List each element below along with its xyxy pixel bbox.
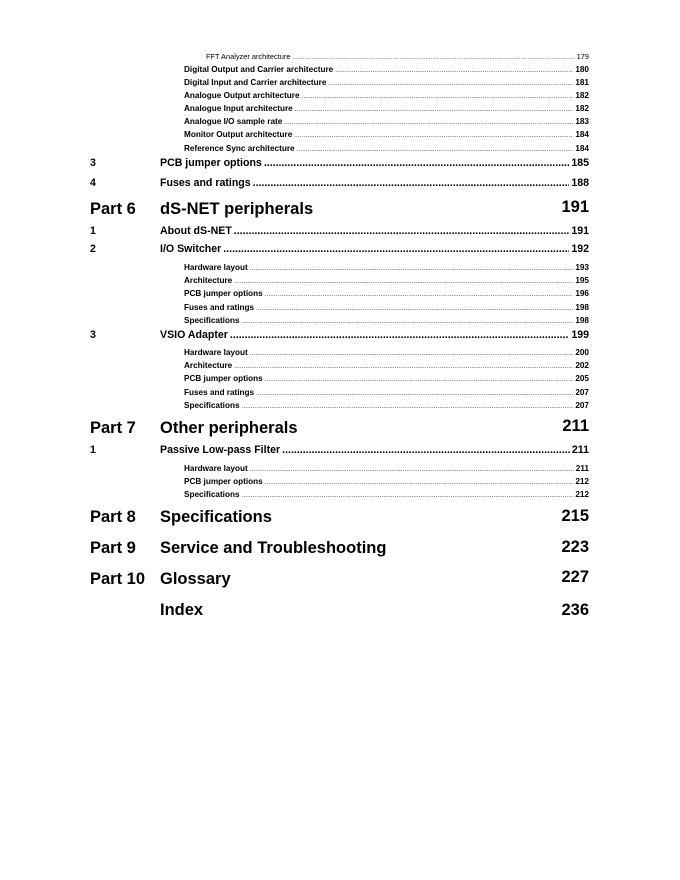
toc-entry[interactable]: Hardware layout ..... 211: [184, 464, 589, 473]
chapter-number: 1: [90, 225, 96, 237]
toc-entry[interactable]: Hardware layout ..... 193: [184, 263, 589, 272]
toc-entry[interactable]: Fuses and ratings ..... 207: [184, 388, 589, 397]
part-page: 211: [562, 417, 589, 435]
part-title[interactable]: Glossary: [160, 570, 231, 588]
toc-entry[interactable]: PCB jumper options ..... 205: [184, 374, 589, 383]
toc-entry[interactable]: Monitor Output architecture ..... 184: [184, 130, 589, 139]
toc-entry[interactable]: I/O Switcher ..... 192: [160, 243, 589, 255]
toc-entry[interactable]: PCB jumper options ..... 185: [160, 157, 589, 169]
toc-entry[interactable]: Digital Input and Carrier architecture ..... 181: [184, 78, 589, 87]
chapter-number: 3: [90, 157, 96, 169]
part-page: 223: [561, 538, 589, 556]
toc-entry[interactable]: Digital Output and Carrier architecture ..... 180: [184, 65, 589, 74]
part-label: Part 10: [90, 570, 146, 588]
part-title[interactable]: Service and Troubleshooting: [160, 539, 387, 557]
part-title[interactable]: dS-NET peripherals: [160, 200, 314, 218]
part-page: 227: [561, 568, 589, 586]
chapter-number: 4: [90, 177, 96, 189]
part-label: Part 9: [90, 539, 136, 557]
toc-entry[interactable]: PCB jumper options ..... 196: [184, 289, 589, 298]
toc-entry[interactable]: About dS-NET ..... 191: [160, 225, 589, 237]
part-label: Part 8: [90, 508, 136, 526]
toc-entry[interactable]: Fuses and ratings ..... 198: [184, 303, 589, 312]
toc-entry[interactable]: Analogue I/O sample rate ..... 183: [184, 117, 589, 126]
chapter-number: 1: [90, 444, 96, 456]
toc-entry[interactable]: VSIO Adapter ..... 199: [160, 329, 589, 341]
toc-entry[interactable]: Architecture ..... 202: [184, 361, 589, 370]
toc-entry[interactable]: Passive Low-pass Filter ..... 211: [160, 444, 589, 456]
toc-entry[interactable]: Reference Sync architecture ..... 184: [184, 144, 589, 153]
toc-entry[interactable]: Specifications ..... 198: [184, 316, 589, 325]
part-title[interactable]: Specifications: [160, 508, 272, 526]
toc-entry[interactable]: Analogue Output architecture ..... 182: [184, 91, 589, 100]
part-title[interactable]: Other peripherals: [160, 419, 298, 437]
toc-entry[interactable]: PCB jumper options ..... 212: [184, 477, 589, 486]
part-label: Part 6: [90, 200, 136, 218]
part-page: 215: [561, 507, 589, 525]
toc-entry[interactable]: Specifications ..... 207: [184, 401, 589, 410]
part-page: 191: [561, 198, 589, 216]
index-page: 236: [561, 601, 589, 619]
chapter-number: 2: [90, 243, 96, 255]
toc-entry[interactable]: Architecture ..... 195: [184, 276, 589, 285]
chapter-number: 3: [90, 329, 96, 341]
toc-entry[interactable]: FFT Analyzer architecture ..... 179: [206, 52, 589, 61]
index-title[interactable]: Index: [160, 601, 204, 619]
toc-entry[interactable]: Specifications ..... 212: [184, 490, 589, 499]
toc-entry[interactable]: Fuses and ratings ..... 188: [160, 177, 589, 189]
toc-entry[interactable]: Analogue Input architecture ..... 182: [184, 104, 589, 113]
part-label: Part 7: [90, 419, 136, 437]
toc-entry[interactable]: Hardware layout ..... 200: [184, 348, 589, 357]
